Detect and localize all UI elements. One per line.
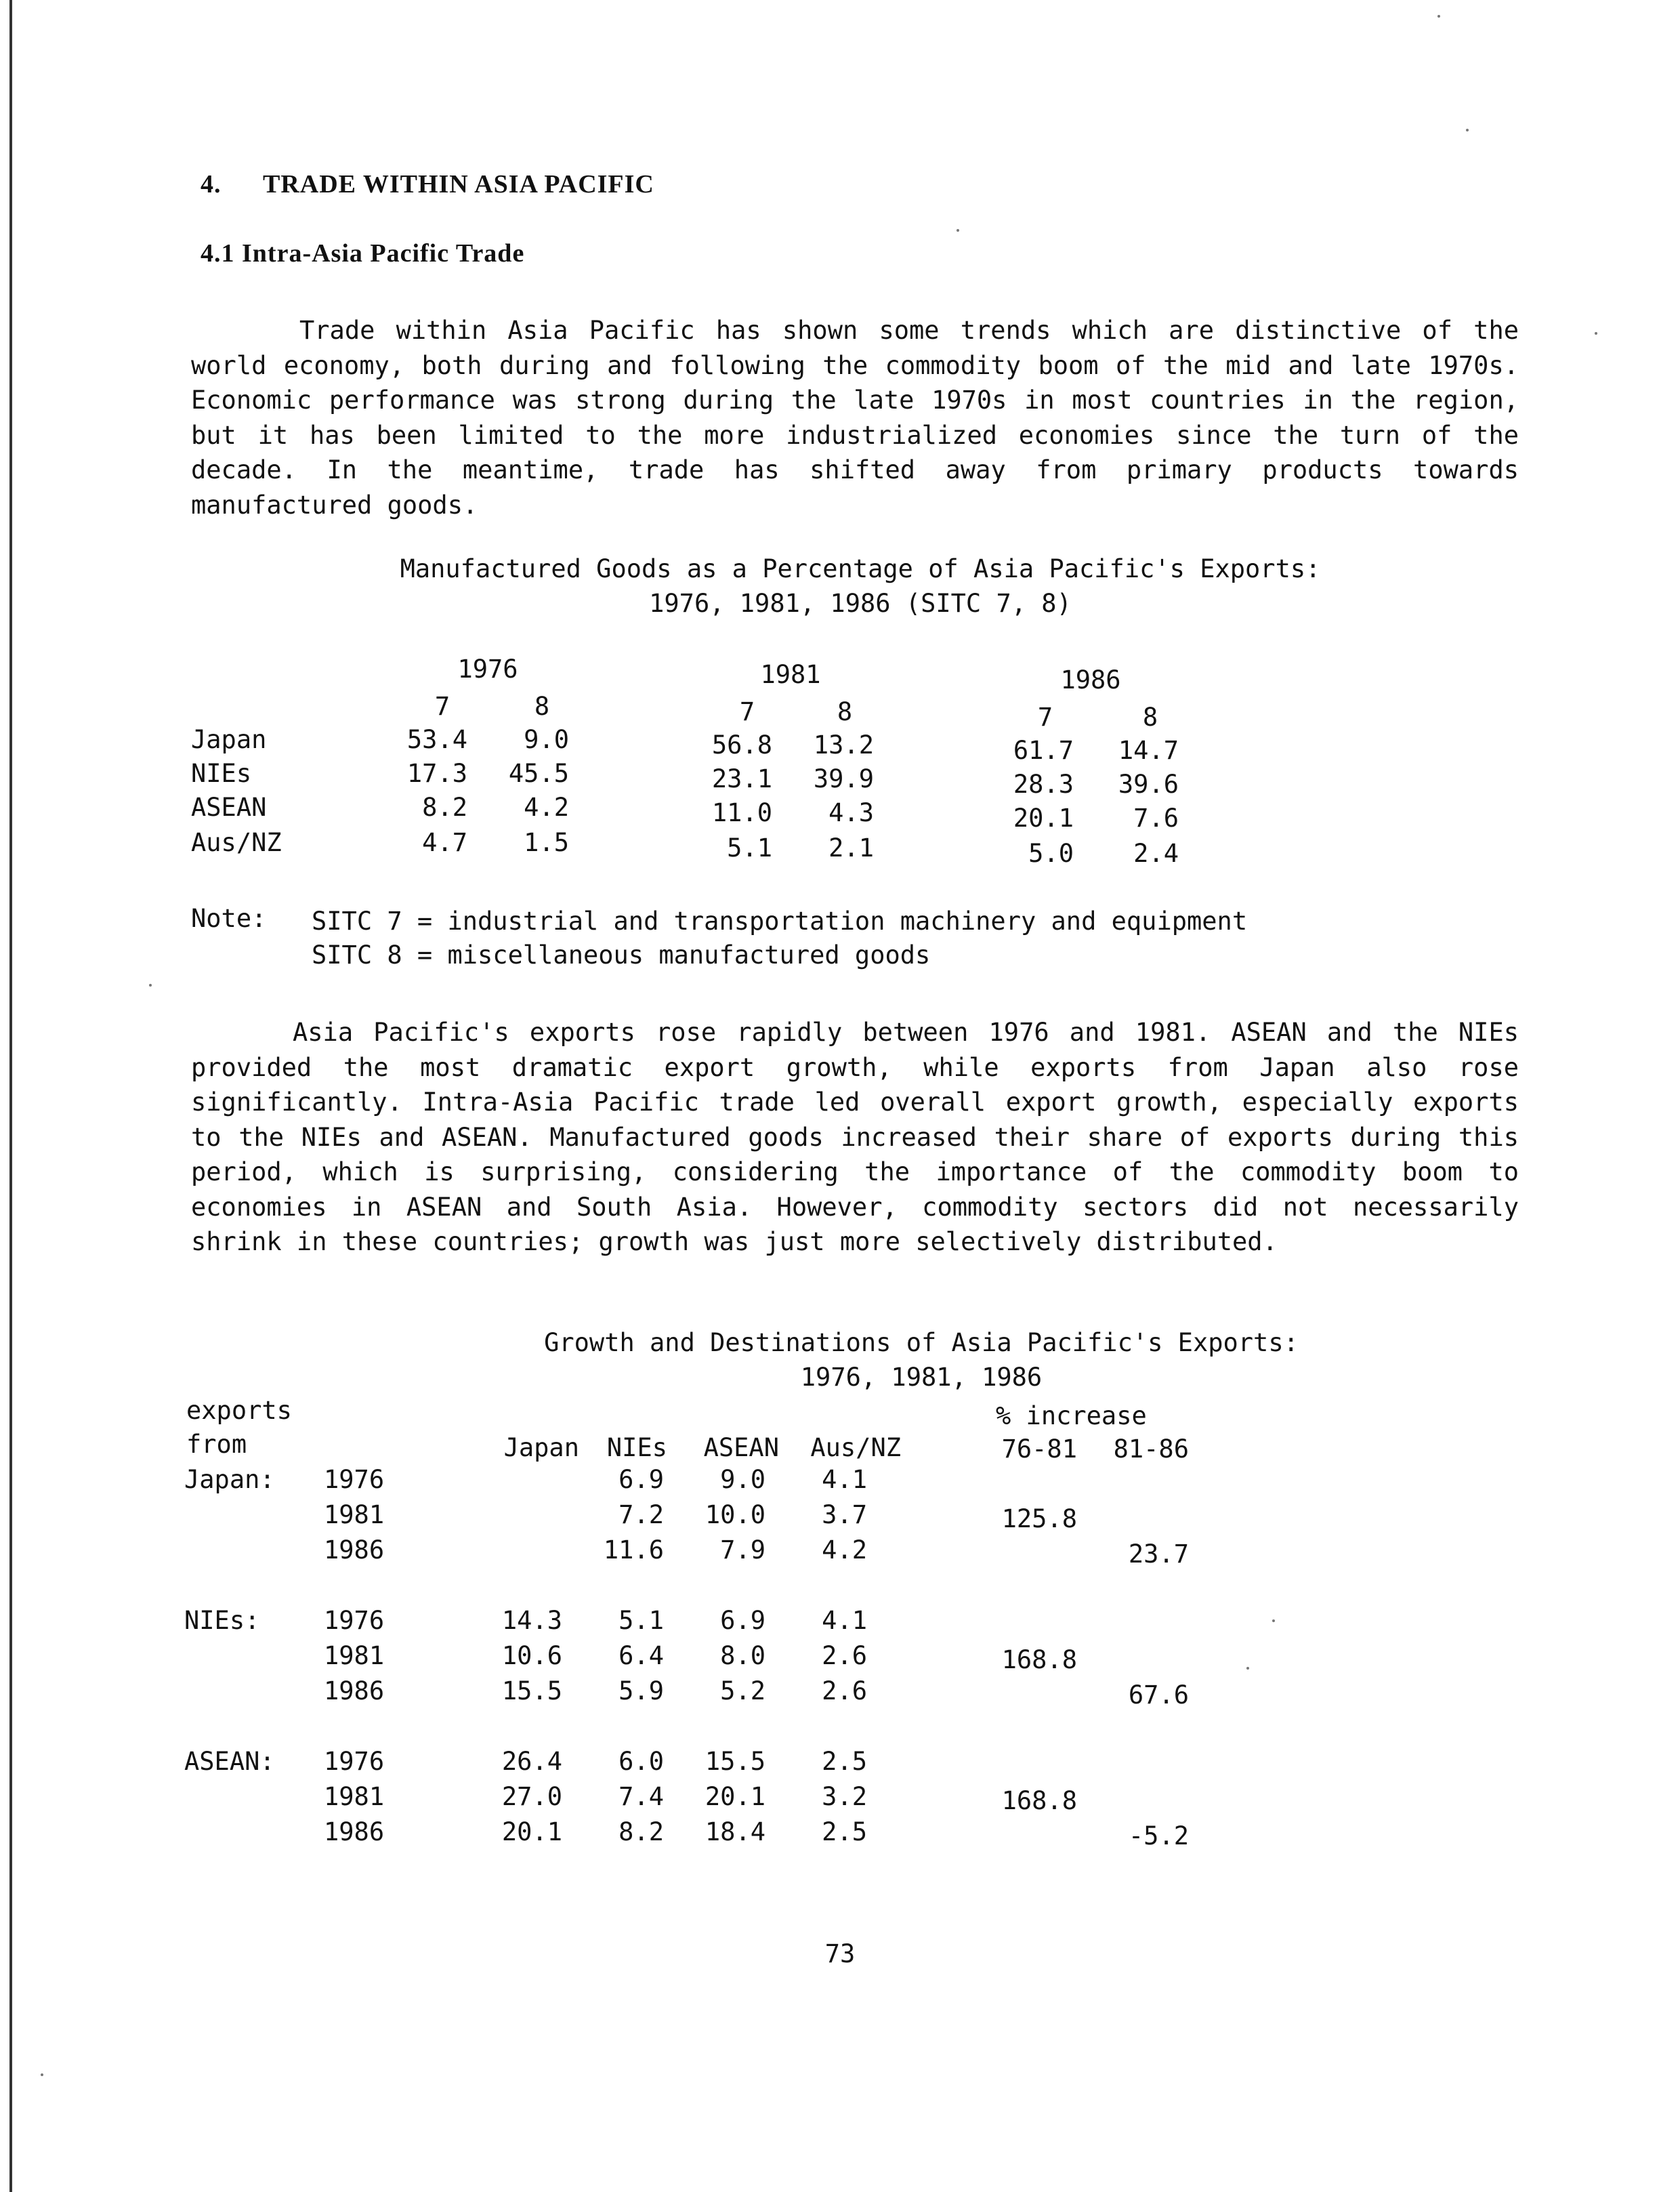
table2-col-header: NIEs bbox=[606, 1433, 667, 1462]
table1-cell: 61.7 bbox=[1013, 736, 1074, 765]
table2-cell-ausnz: 3.7 bbox=[822, 1500, 867, 1529]
table2-cell-increase-81-86: 23.7 bbox=[1128, 1539, 1189, 1569]
section-title: TRADE WITHIN ASIA PACIFIC bbox=[263, 170, 654, 199]
table2-cell-nies: 7.4 bbox=[618, 1782, 664, 1811]
table1-cell: 56.8 bbox=[711, 730, 772, 760]
table1-title-line2: 1976, 1981, 1986 (SITC 7, 8) bbox=[649, 589, 1072, 618]
table1-cell: 2.4 bbox=[1133, 839, 1179, 868]
table1-row-label: ASEAN bbox=[191, 793, 267, 822]
table1-year-header: 1976 bbox=[457, 655, 518, 684]
table1-cell: 4.7 bbox=[422, 828, 467, 857]
table2-cell-japan: 20.1 bbox=[501, 1817, 562, 1846]
table2-cell-nies: 7.2 bbox=[618, 1500, 664, 1529]
page-number: 73 bbox=[824, 1939, 856, 1968]
table2-col-header: ASEAN bbox=[703, 1433, 779, 1462]
table2-cell-nies: 6.4 bbox=[618, 1641, 664, 1670]
table1-cell: 9.0 bbox=[524, 725, 569, 754]
scan-speck bbox=[1595, 332, 1597, 335]
table2-cell-increase-81-86: -5.2 bbox=[1128, 1821, 1189, 1850]
table1-cell: 2.1 bbox=[828, 833, 874, 863]
table2-cell-japan: 26.4 bbox=[501, 1747, 562, 1776]
table2-cell-ausnz: 2.5 bbox=[822, 1747, 867, 1776]
table1-cell: 53.4 bbox=[406, 725, 467, 754]
table2-header-exports: exports bbox=[186, 1396, 292, 1425]
table2-header-from: from bbox=[186, 1430, 247, 1459]
scan-speck bbox=[149, 984, 152, 987]
subsection-title: 4.1 Intra-Asia Pacific Trade bbox=[201, 239, 525, 268]
table1-year-header: 1986 bbox=[1060, 665, 1121, 695]
scan-speck bbox=[41, 2073, 43, 2076]
table1-row-label: Aus/NZ bbox=[191, 828, 282, 857]
table2-year: 1976 bbox=[324, 1465, 385, 1494]
paragraph-1-text: Trade within Asia Pacific has shown some trends which are distinctive of the world economy, both during and following the commodity boom of the mid and late 1970s. Economic performance was strong during the late 1970s in most countries in the region, but it has been limited to the more industrialized economies since the turn of the decade. In the meantime, trade has shifted away from primary products towards manufactured goods. bbox=[191, 316, 1519, 520]
table2-cell-ausnz: 4.1 bbox=[822, 1465, 867, 1494]
table1-cell: 8.2 bbox=[422, 793, 467, 822]
scan-speck bbox=[1437, 15, 1440, 18]
table2-cell-asean: 7.9 bbox=[720, 1535, 765, 1565]
table1-cell: 13.2 bbox=[813, 730, 874, 760]
table1-subcol-header: 8 bbox=[837, 697, 853, 726]
table1-note-label: Note: bbox=[191, 904, 267, 933]
paragraph-1 bbox=[191, 313, 1519, 522]
table1-cell: 4.3 bbox=[828, 798, 874, 827]
table2-group-label: ASEAN: bbox=[184, 1747, 275, 1776]
table2-year: 1986 bbox=[324, 1676, 385, 1705]
table2-cell-asean: 15.5 bbox=[705, 1747, 765, 1776]
table2-cell-nies: 6.0 bbox=[618, 1747, 664, 1776]
table2-col-header: 81-86 bbox=[1113, 1434, 1189, 1464]
paragraph-2-text: Asia Pacific's exports rose rapidly between 1976 and 1981. ASEAN and the NIEs provided the most dramatic export growth, while exports from Japan also rose significantly. Intra-Asia Pacific trade led overall export growth, especially exports to the NIEs and ASEAN. Manufactured goods increased their share of exports during this period, which is surprising, considering the importance of the commodity boom to economies in ASEAN and South Asia. However, commodity sectors did not necessarily shrink in these countries; growth was just more selectively distributed. bbox=[191, 1018, 1519, 1256]
section-number: 4. bbox=[201, 170, 222, 199]
table2-cell-japan: 14.3 bbox=[501, 1606, 562, 1635]
table1-cell: 1.5 bbox=[524, 828, 569, 857]
table2-cell-nies: 11.6 bbox=[603, 1535, 664, 1565]
table2-cell-increase-76-81: 168.8 bbox=[1001, 1645, 1077, 1674]
table2-cell-asean: 6.9 bbox=[720, 1606, 765, 1635]
table2-cell-japan: 15.5 bbox=[501, 1676, 562, 1705]
table2-cell-increase-76-81: 125.8 bbox=[1001, 1504, 1077, 1533]
table1-note-line: SITC 8 = miscellaneous manufactured goods bbox=[312, 940, 931, 970]
scan-speck bbox=[957, 229, 959, 232]
table1-cell: 4.2 bbox=[524, 793, 569, 822]
table2-header-increase: % increase bbox=[996, 1401, 1147, 1430]
paragraph-2 bbox=[191, 1015, 1519, 1260]
table2-col-header: Japan bbox=[503, 1433, 579, 1462]
table2-year: 1986 bbox=[324, 1817, 385, 1846]
table2-cell-nies: 5.9 bbox=[618, 1676, 664, 1705]
table1-cell: 45.5 bbox=[508, 759, 569, 788]
table2-cell-increase-76-81: 168.8 bbox=[1001, 1786, 1077, 1815]
table2-title-line1: Growth and Destinations of Asia Pacific's Exports: bbox=[544, 1328, 1299, 1357]
table2-year: 1981 bbox=[324, 1500, 385, 1529]
table1-cell: 7.6 bbox=[1133, 804, 1179, 833]
table1-subcol-header: 8 bbox=[1142, 703, 1158, 732]
table2-cell-ausnz: 4.2 bbox=[822, 1535, 867, 1565]
table2-cell-increase-81-86: 67.6 bbox=[1128, 1680, 1189, 1710]
table2-cell-ausnz: 4.1 bbox=[822, 1606, 867, 1635]
table2-group-label: NIEs: bbox=[184, 1606, 260, 1635]
table2-cell-nies: 8.2 bbox=[618, 1817, 664, 1846]
scan-speck bbox=[1466, 129, 1469, 131]
table1-note-line: SITC 7 = industrial and transportation machinery and equipment bbox=[312, 907, 1248, 936]
table2-cell-asean: 10.0 bbox=[705, 1500, 765, 1529]
table2-cell-nies: 5.1 bbox=[618, 1606, 664, 1635]
table1-row-label: NIEs bbox=[191, 759, 252, 788]
table1-cell: 14.7 bbox=[1118, 736, 1179, 765]
table1-cell: 20.1 bbox=[1013, 804, 1074, 833]
table1-year-header: 1981 bbox=[760, 660, 821, 689]
table2-cell-asean: 9.0 bbox=[720, 1465, 765, 1494]
table1-cell: 5.1 bbox=[727, 833, 772, 863]
table1-cell: 39.6 bbox=[1118, 770, 1179, 799]
table2-col-header: Aus/NZ bbox=[810, 1433, 901, 1462]
table1-cell: 28.3 bbox=[1013, 770, 1074, 799]
table2-cell-japan: 27.0 bbox=[501, 1782, 562, 1811]
table1-cell: 23.1 bbox=[711, 764, 772, 793]
table1-cell: 39.9 bbox=[813, 764, 874, 793]
table1-row-label: Japan bbox=[191, 725, 267, 754]
scan-edge-line bbox=[9, 0, 12, 2192]
table2-cell-ausnz: 2.5 bbox=[822, 1817, 867, 1846]
table2-cell-asean: 20.1 bbox=[705, 1782, 765, 1811]
table1-cell: 5.0 bbox=[1028, 839, 1074, 868]
table2-group-label: Japan: bbox=[184, 1465, 275, 1494]
table1-cell: 11.0 bbox=[711, 798, 772, 827]
table2-title-line2: 1976, 1981, 1986 bbox=[800, 1363, 1043, 1392]
table2-cell-asean: 8.0 bbox=[720, 1641, 765, 1670]
scan-speck bbox=[1272, 1619, 1275, 1622]
table1-subcol-header: 7 bbox=[434, 692, 450, 721]
table1-subcol-header: 7 bbox=[1037, 703, 1053, 732]
table2-cell-ausnz: 2.6 bbox=[822, 1676, 867, 1705]
table2-cell-ausnz: 3.2 bbox=[822, 1782, 867, 1811]
scan-speck bbox=[1246, 1667, 1249, 1670]
table2-year: 1976 bbox=[324, 1747, 385, 1776]
table2-cell-asean: 5.2 bbox=[720, 1676, 765, 1705]
table2-year: 1986 bbox=[324, 1535, 385, 1565]
table1-subcol-header: 8 bbox=[534, 692, 550, 721]
table2-year: 1981 bbox=[324, 1782, 385, 1811]
table1-subcol-header: 7 bbox=[739, 697, 755, 726]
table2-cell-ausnz: 2.6 bbox=[822, 1641, 867, 1670]
table2-year: 1976 bbox=[324, 1606, 385, 1635]
table2-cell-japan: 10.6 bbox=[501, 1641, 562, 1670]
table1-title-line1: Manufactured Goods as a Percentage of Asia Pacific's Exports: bbox=[400, 554, 1321, 583]
table2-year: 1981 bbox=[324, 1641, 385, 1670]
table1-cell: 17.3 bbox=[406, 759, 467, 788]
table2-col-header: 76-81 bbox=[1001, 1434, 1077, 1464]
table2-cell-asean: 18.4 bbox=[705, 1817, 765, 1846]
table2-cell-nies: 6.9 bbox=[618, 1465, 664, 1494]
